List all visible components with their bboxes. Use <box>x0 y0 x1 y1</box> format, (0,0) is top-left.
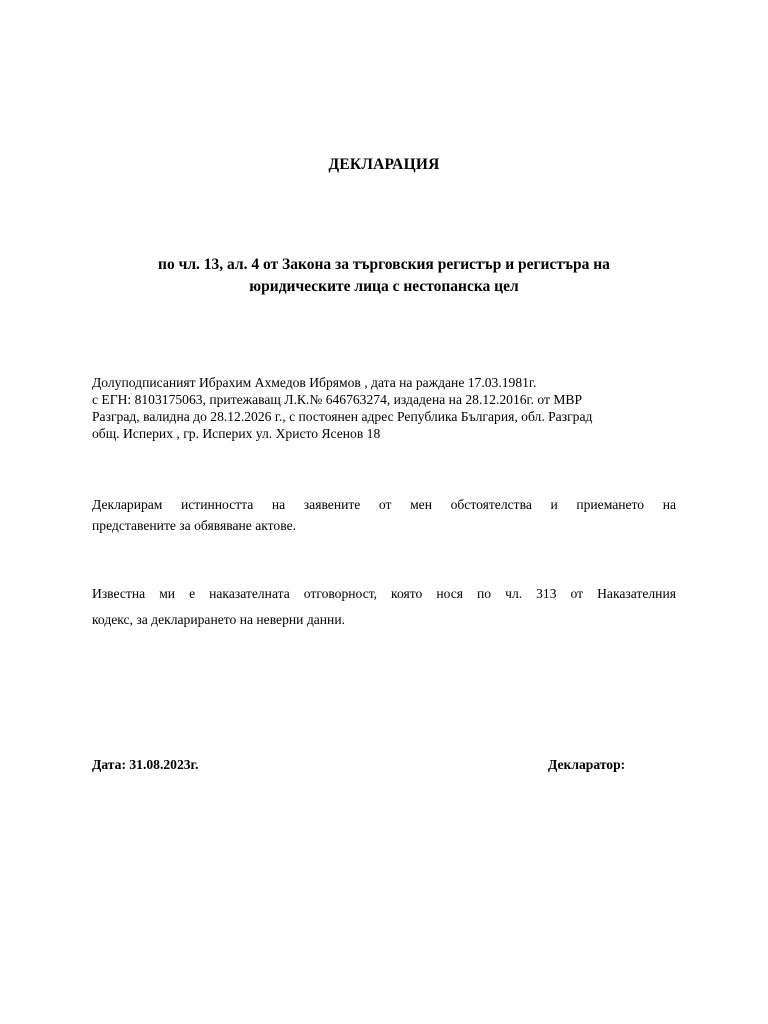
paragraph-line: Известна ми е наказателната отговорност, която нося по чл. 313 от Наказателния <box>92 586 676 601</box>
subtitle-line: по чл. 13, ал. 4 от Закона за търговския регистър и регистъра на <box>158 256 610 273</box>
paragraph-line: кодекс, за декларирането на неверни данни. <box>92 612 346 627</box>
subtitle-line: юридическите лица с нестопанска цел <box>249 278 519 295</box>
declaration-date: Дата: 31.08.2023г. <box>92 757 199 772</box>
liability-paragraph <box>92 581 676 633</box>
declarant-line: с ЕГН: 8103175063, притежаващ Л.К.№ 646763274, издадена на 28.12.2016г. от МВР <box>92 392 583 407</box>
declarant-line: Разград, валидна до 28.12.2026 г., с постоянен адрес Република България, обл. Разград <box>92 409 593 424</box>
declarant-line: общ. Исперих , гр. Исперих ул. Христо Ясенов 18 <box>92 426 381 441</box>
declarator-label: Декларатор: <box>548 757 626 772</box>
declaration-paragraph <box>92 494 676 536</box>
paragraph-line: представените за обявяване актове. <box>92 518 296 533</box>
paragraph-line: Декларирам истинността на заявените от мен обстоятелства и приемането на <box>92 497 676 512</box>
document-title: ДЕКЛАРАЦИЯ <box>328 156 440 173</box>
declarant-line: Долуподписаният Ибрахим Ахмедов Ибрямов , дата на раждане 17.03.1981г. <box>92 375 537 390</box>
declarant-details <box>92 374 692 442</box>
document-subtitle <box>92 254 676 298</box>
